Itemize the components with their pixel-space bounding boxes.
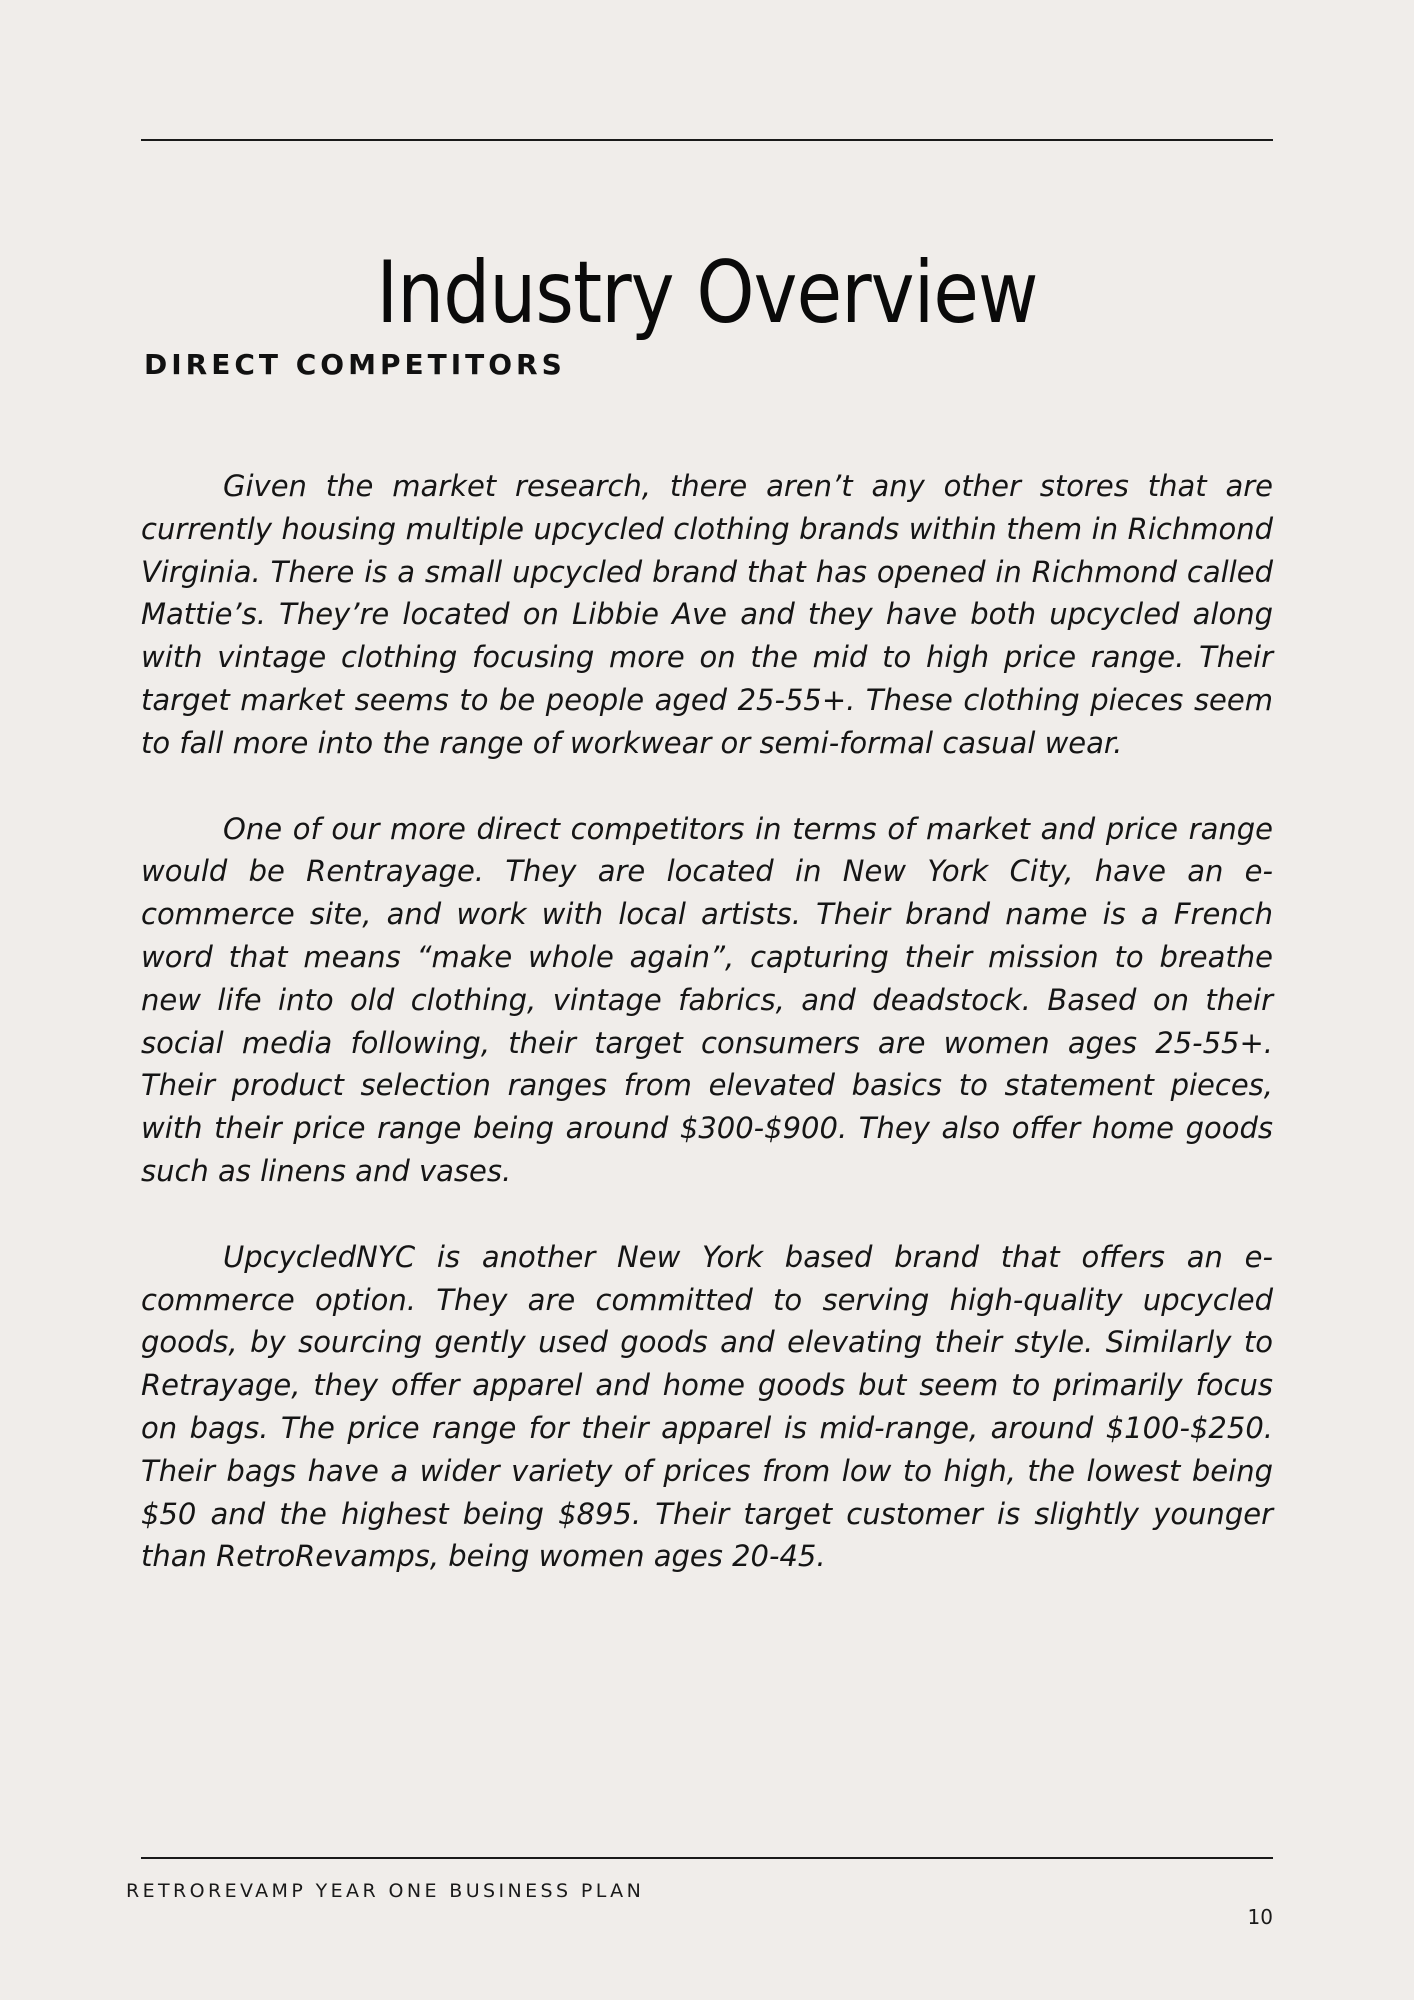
paragraph-upcyclednyc: UpcycledNYC is another New York based brand that offers an e-commerce option. They are committed to serving high-quality upcycled goods, by sourcing gently used goods and elevating their style. Similarly to Retrayage, they offer apparel and home goods but seem to primarily focus on bags. The price range for their apparel is mid-range, around $100-$250. Their bags have a wider variety of prices from low to high, the lowest being $50 and the highest being $895. Their target customer is slightly younger than RetroRevamps, being women ages 20-45.	[141, 1239, 1273, 1574]
footer-document-name: RETROREVAMP YEAR ONE BUSINESS PLAN	[126, 1880, 645, 1902]
paragraph-matties: Given the market research, there aren’t any other stores that are currently housing multiple upcycled clothing brands within them in Richmond Virginia. There is a small upcycled brand that has opened in Richmond called Mattie’s. They’re located on Libbie Ave and they have both upcycled along with vintage clothing focusing more on the mid to high price range. Their target market seems to be people aged 25-55+. These clothing pieces seem to fall more into the range of workwear or semi-formal casual wear.	[141, 469, 1273, 760]
top-divider	[141, 139, 1273, 141]
section-heading: DIRECT COMPETITORS	[144, 348, 566, 381]
body-text	[141, 465, 1273, 1578]
page-number: 10	[1247, 1905, 1273, 1929]
bottom-divider	[141, 1857, 1273, 1859]
paragraph-rentrayage: One of our more direct competitors in terms of market and price range would be Rentrayage. They are located in New York City, have an e-commerce site, and work with local artists. Their brand name is a French word that means “make whole again”, capturing their mission to breathe new life into old clothing, vintage fabrics, and deadstock. Based on their social media following, their target consumers are women ages 25-55+. Their product selection ranges from elevated basics to statement pieces, with their price range being around $300-$900. They also offer home goods such as linens and vases.	[141, 811, 1273, 1188]
page-title: Industry Overview	[376, 242, 1038, 343]
